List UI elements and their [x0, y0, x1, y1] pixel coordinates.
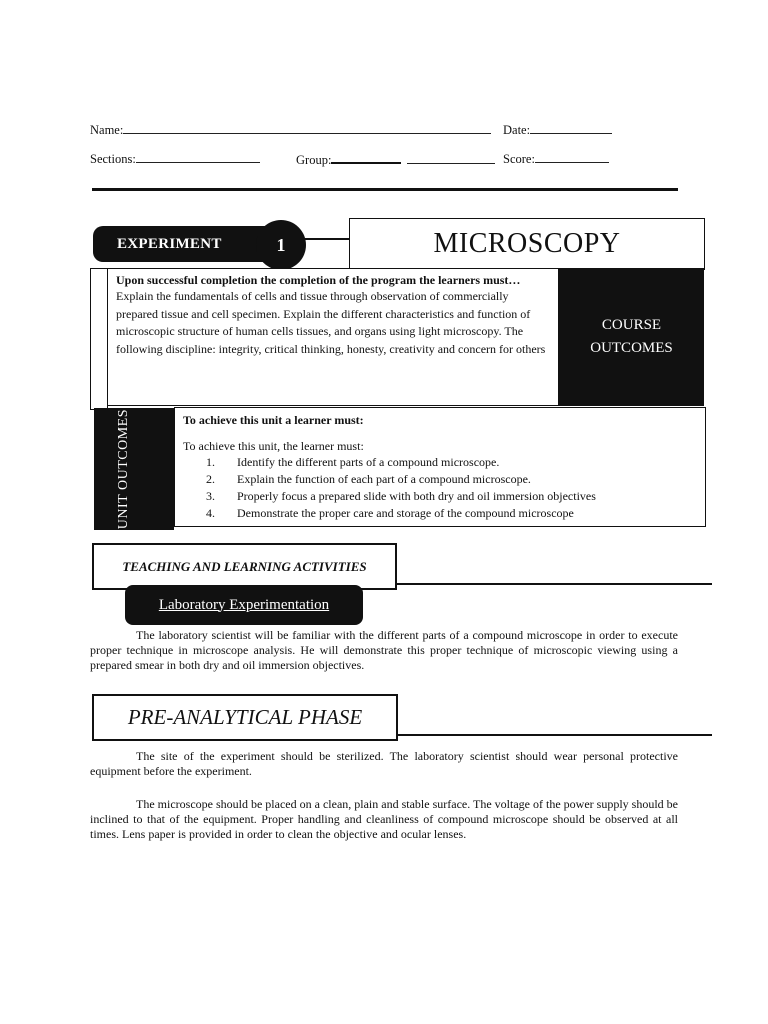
experiment-title: MICROSCOPY — [433, 228, 621, 259]
lab-experimentation-badge — [125, 585, 363, 625]
score-row — [503, 150, 609, 167]
date-label: Date: — [503, 123, 531, 137]
name-label: Name: — [90, 123, 124, 137]
date-field[interactable] — [530, 121, 612, 134]
unit-outcomes-list — [183, 454, 697, 522]
teaching-heading-box — [92, 543, 397, 590]
group-row — [296, 150, 495, 168]
experiment-number: 1 — [276, 234, 286, 255]
teaching-paragraph: The laboratory scientist will be familiar with the different parts of a compound microscope in order to execute proper technique in microscope analysis. He will demonstrate this proper technique of microscopic viewing using a prepared smear in both dry and oil immersion objectives. — [90, 628, 678, 672]
unit-outcome-item: 4. Demonstrate the proper care and storage of the compound microscope — [206, 506, 574, 520]
unit-outcomes-intro: To achieve this unit, the learner must: — [183, 439, 364, 453]
unit-outcome-item: 1. Identify the different parts of a compound microscope. — [206, 455, 500, 469]
name-field[interactable] — [123, 121, 491, 134]
sections-label: Sections: — [90, 152, 136, 166]
teaching-heading: TEACHING AND LEARNING ACTIVITIES — [122, 558, 367, 574]
pre-analytical-paragraph-2: The microscope should be placed on a clean, plain and stable surface. The voltage of the power supply should be inclined to that of the equipment. Proper handling and cleanliness of compound microscope should be observed at all times. Lens paper is provided in order to clean the objective and ocular lenses. — [90, 797, 678, 841]
unit-outcomes-heading: To achieve this unit a learner must: — [183, 413, 364, 427]
course-left-frame — [90, 268, 108, 410]
course-outcomes-intro: Upon successful completion the completion of the program the learners must… — [116, 273, 521, 287]
group-label: Group: — [296, 153, 332, 167]
pre-analytical-rule — [398, 734, 712, 736]
experiment-label: EXPERIMENT — [117, 235, 222, 252]
score-field[interactable] — [535, 150, 609, 163]
unit-outcomes-box — [174, 407, 706, 527]
course-outcomes-text: Explain the fundamentals of cells and tissue through observation of commercially prepared tissue and cell specimen. Explain the different characteristics and function of microscopic structure of human cells tissues, and organs using light microscopy. The following discipline: integrity, critical thinking, honesty, creativity and concern for others — [116, 289, 546, 356]
sections-field[interactable] — [136, 150, 260, 163]
name-row — [90, 121, 491, 138]
experiment-title-box — [349, 218, 705, 270]
sections-row — [90, 150, 260, 167]
experiment-number-circle — [256, 220, 306, 270]
pre-analytical-paragraph-1: The site of the experiment should be sterilized. The laboratory scientist should wear personal protective equipment before the experiment. — [90, 749, 678, 778]
pre-analytical-heading-box — [92, 694, 398, 741]
unit-outcomes-label-box — [94, 408, 174, 530]
pre-analytical-heading: PRE-ANALYTICAL PHASE — [127, 705, 363, 729]
group-field[interactable] — [331, 150, 401, 164]
unit-outcome-item: 2. Explain the function of each part of a compound microscope. — [206, 472, 531, 486]
lab-experimentation-label: Laboratory Experimentation — [158, 596, 330, 613]
date-row — [503, 121, 612, 138]
course-outcomes-label-box — [559, 268, 704, 406]
course-outcomes-box — [107, 268, 559, 406]
course-outcomes-label-line2: OUTCOMES — [590, 340, 673, 356]
teaching-rule — [397, 583, 712, 585]
unit-outcome-item: 3. Properly focus a prepared slide with both dry and oil immersion objectives — [206, 489, 596, 503]
group-extra-field[interactable] — [407, 151, 495, 164]
score-label: Score: — [503, 152, 535, 166]
course-outcomes-label-line1: COURSE — [601, 317, 662, 333]
header-divider — [92, 188, 678, 191]
unit-outcomes-label: UNIT OUTCOMES — [116, 408, 131, 530]
experiment-badge — [93, 226, 283, 262]
